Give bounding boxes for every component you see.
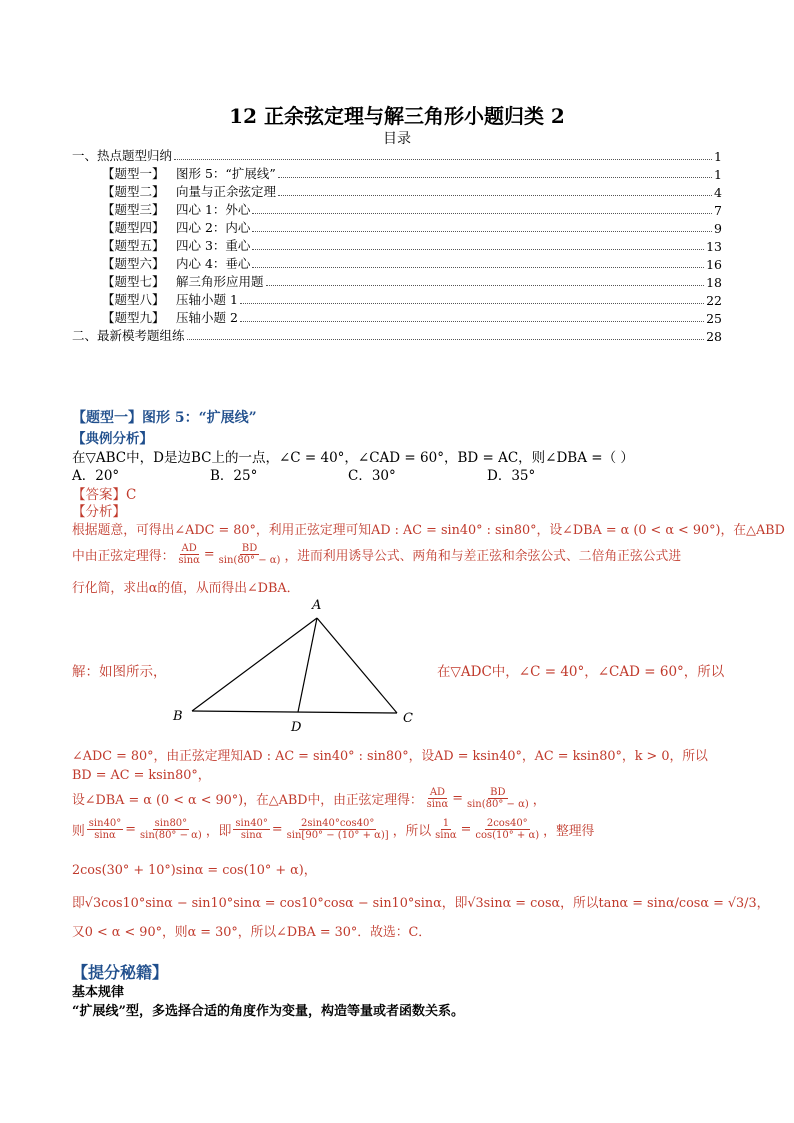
toc-heading: 目录: [383, 131, 411, 147]
example-label: 【典例分析】: [72, 431, 153, 447]
toc-item[interactable]: [72, 218, 722, 236]
fraction-num: BD: [490, 787, 506, 798]
option-c: C．30°: [348, 468, 396, 484]
toc-item[interactable]: [72, 236, 722, 254]
toc-item-page: 1: [714, 149, 722, 164]
solution-line-1a: 解：如图所示，: [72, 664, 167, 680]
label-b: B: [173, 709, 183, 724]
triangle-figure: [165, 595, 425, 735]
toc-item-page: 16: [706, 257, 722, 272]
solution-line-1b: 在▽ADC中，∠C = 40°，∠CAD = 60°，所以: [437, 664, 725, 680]
toc-item[interactable]: [72, 200, 722, 218]
fraction-bd-over-sin: [217, 543, 283, 566]
analysis-line-1: 根据题意，可得出∠ADC = 80°，利用正弦定理可知AD : AC = sin40° : sin80°，设∠DBA = α (0 < α < 90°)，在△ABD: [72, 523, 785, 538]
fraction-num: AD: [181, 543, 197, 554]
solution-line-6: 2cos(30° + 10°)sinα = cos(10° + α)，: [72, 863, 317, 878]
toc-leader-dots: [252, 213, 712, 214]
fraction-ad-over-sin: [176, 543, 202, 566]
toc-item-label: 图形 5：“扩展线”: [176, 166, 276, 181]
solution-line-7: 即√3cos10°sinα − sin10°sinα = cos10°cosα − sin10°sinα，即√3sinα = cosα，所以tanα = sinα/cosα = √3/3，: [72, 896, 770, 911]
analysis-text-2a: 中由正弦定理得：: [72, 549, 175, 564]
fraction-sin40-over-sin-2: [233, 818, 270, 841]
toc-item[interactable]: [72, 326, 722, 344]
toc-leader-dots: [252, 267, 704, 268]
toc-leader-dots: [278, 195, 712, 196]
toc-item-page: 7: [714, 203, 722, 218]
fraction-num: 2cos40°: [486, 818, 528, 829]
fraction-den: sinα: [426, 799, 449, 810]
comma: ，: [532, 793, 546, 808]
solution-line-3: BD = AC = ksin80°，: [72, 768, 211, 783]
toc-item-page: 22: [706, 293, 722, 308]
solution-text-5b: ，即: [205, 824, 232, 839]
side-ac: [317, 618, 397, 713]
solution-line-4: [72, 787, 546, 810]
fraction-den: sin[90° − (10° + α)]: [286, 830, 389, 841]
solution-text-4a: 设∠DBA = α (0 < α < 90°)，在△ABD中，由正弦定理得：: [72, 793, 423, 808]
toc-leader-dots: [240, 321, 704, 322]
tips-heading: 【提分秘籍】: [72, 963, 169, 982]
fraction-den: sinα: [178, 555, 200, 566]
fraction-num: sin80°: [154, 818, 188, 829]
toc-item-label: 压轴小题 1: [176, 292, 238, 307]
label-d: D: [291, 720, 302, 735]
fraction-den: sin(80° − α): [140, 830, 202, 841]
analysis-label: 【分析】: [72, 504, 126, 520]
option-a: A．20°: [72, 468, 120, 484]
answer-text: 【答案】C: [72, 487, 137, 503]
question-text: 在▽ABC中，D是边BC上的一点，∠C = 40°，∠CAD = 60°，BD = AC，则∠DBA =（ ）: [72, 450, 634, 466]
toc-item[interactable]: [72, 290, 722, 308]
fraction-sin80-over-sin: [138, 818, 204, 841]
toc-leader-dots: [278, 177, 712, 178]
toc-leader-dots: [266, 285, 705, 286]
toc-item-tag: 【题型三】: [102, 202, 165, 217]
toc-leader-dots: [187, 339, 705, 340]
solution-text-5c: ，所以: [392, 824, 432, 839]
fraction-num: AD: [429, 787, 446, 798]
toc-item-label: 内心 4：垂心: [176, 256, 251, 271]
fraction-num: sin40°: [235, 818, 268, 829]
solution-line-8: 又0 < α < 90°，则α = 30°，所以∠DBA = 30°．故选：C．: [72, 925, 432, 940]
fraction-bd-over-sin: [465, 787, 531, 810]
fraction-sin40-over-sin: [87, 818, 124, 841]
toc-item[interactable]: [72, 146, 722, 164]
fraction-den: cos(10° + α): [475, 830, 540, 841]
toc-leader-dots: [252, 249, 704, 250]
fraction-den: sinα: [240, 830, 263, 841]
solution-text-5d: ，整理得: [543, 824, 595, 839]
page-title: 12 正余弦定理与解三角形小题归类 2: [229, 104, 565, 128]
option-d: D．35°: [487, 468, 536, 484]
toc-item-label: 向量与正余弦定理: [176, 184, 277, 199]
toc-item[interactable]: [72, 272, 722, 290]
solution-text-5a: 则: [72, 824, 85, 839]
toc-item-page: 28: [706, 329, 722, 344]
fraction-2cos40-over-cos: [473, 818, 541, 841]
toc-item-tag: 【题型二】: [102, 184, 165, 199]
toc-leader-dots: [252, 231, 712, 232]
fraction-num: BD: [241, 543, 258, 554]
analysis-text-2b: ，进而利用诱导公式、两角和与差正弦和余弦公式、二倍角正弦公式进: [284, 549, 682, 564]
toc-item-label: 四心 3：重心: [176, 238, 251, 253]
solution-line-5: [72, 818, 594, 841]
equals-sign: =: [460, 822, 472, 837]
toc-item-page: 9: [714, 221, 722, 236]
solution-line-2: ∠ADC = 80°，由正弦定理知AD : AC = sin40° : sin80°，设AD = ksin40°，AC = ksin80°，k > 0，所以: [72, 749, 708, 764]
toc-leader-dots: [174, 159, 712, 160]
toc-leader-dots: [240, 303, 704, 304]
toc-item-page: 13: [706, 239, 722, 254]
toc-item[interactable]: [72, 164, 722, 182]
fraction-one-over-sin: [433, 818, 459, 841]
toc-item-tag: 【题型六】: [102, 256, 165, 271]
toc-item-label: 一、热点题型归纳: [72, 148, 173, 163]
toc-item[interactable]: [72, 182, 722, 200]
segment-ad: [298, 618, 317, 712]
fraction-num: 1: [442, 818, 450, 829]
toc-item-tag: 【题型八】: [102, 292, 165, 307]
toc-item-page: 4: [714, 185, 722, 200]
toc-item[interactable]: [72, 254, 722, 272]
toc-item-label: 压轴小题 2: [176, 310, 238, 325]
side-bc: [192, 711, 397, 713]
toc-item[interactable]: [72, 308, 722, 326]
side-ab: [192, 618, 317, 711]
label-c: C: [403, 711, 413, 726]
toc-item-tag: 【题型五】: [102, 238, 165, 253]
fraction-num: 2sin40°cos40°: [301, 818, 375, 829]
fraction-num: sin40°: [88, 818, 122, 829]
option-b: B．25°: [210, 468, 258, 484]
toc-item-tag: 【题型四】: [102, 220, 165, 235]
toc-item-page: 25: [706, 311, 722, 326]
toc-item-page: 18: [706, 275, 722, 290]
fraction-double-angle: [285, 818, 391, 841]
equals-sign: =: [271, 822, 283, 837]
fraction-den: sinα: [94, 830, 116, 841]
toc-item-label: 四心 2：内心: [176, 220, 251, 235]
fraction-ad-over-sin: [425, 787, 451, 810]
toc-item-label: 四心 1：外心: [176, 202, 251, 217]
toc-item-tag: 【题型一】: [102, 166, 165, 181]
equals-sign: =: [452, 791, 463, 806]
toc-item-label: 二、最新模考题组练: [72, 328, 185, 343]
toc-item-page: 1: [714, 167, 722, 182]
toc-item-tag: 【题型九】: [102, 310, 165, 325]
fraction-den: sin(80° − α): [218, 555, 281, 566]
section-heading: 【题型一】图形 5：“扩展线”: [72, 410, 257, 426]
toc-item-tag: 【题型七】: [102, 274, 165, 289]
analysis-line-2: [72, 543, 681, 566]
tips-subheading: 基本规律: [72, 985, 125, 1000]
equals-sign: =: [203, 547, 215, 562]
equals-sign: =: [125, 822, 137, 837]
toc-item-label: 解三角形应用题: [176, 274, 264, 289]
tips-text: “扩展线”型，多选择合适的角度作为变量，构造等量或者函数关系。: [72, 1004, 464, 1019]
fraction-den: sinα: [435, 830, 457, 841]
fraction-den: sin(80° − α): [466, 799, 529, 810]
analysis-line-3: 行化简，求出α的值，从而得出∠DBA．: [72, 581, 300, 596]
label-a: A: [312, 598, 322, 613]
